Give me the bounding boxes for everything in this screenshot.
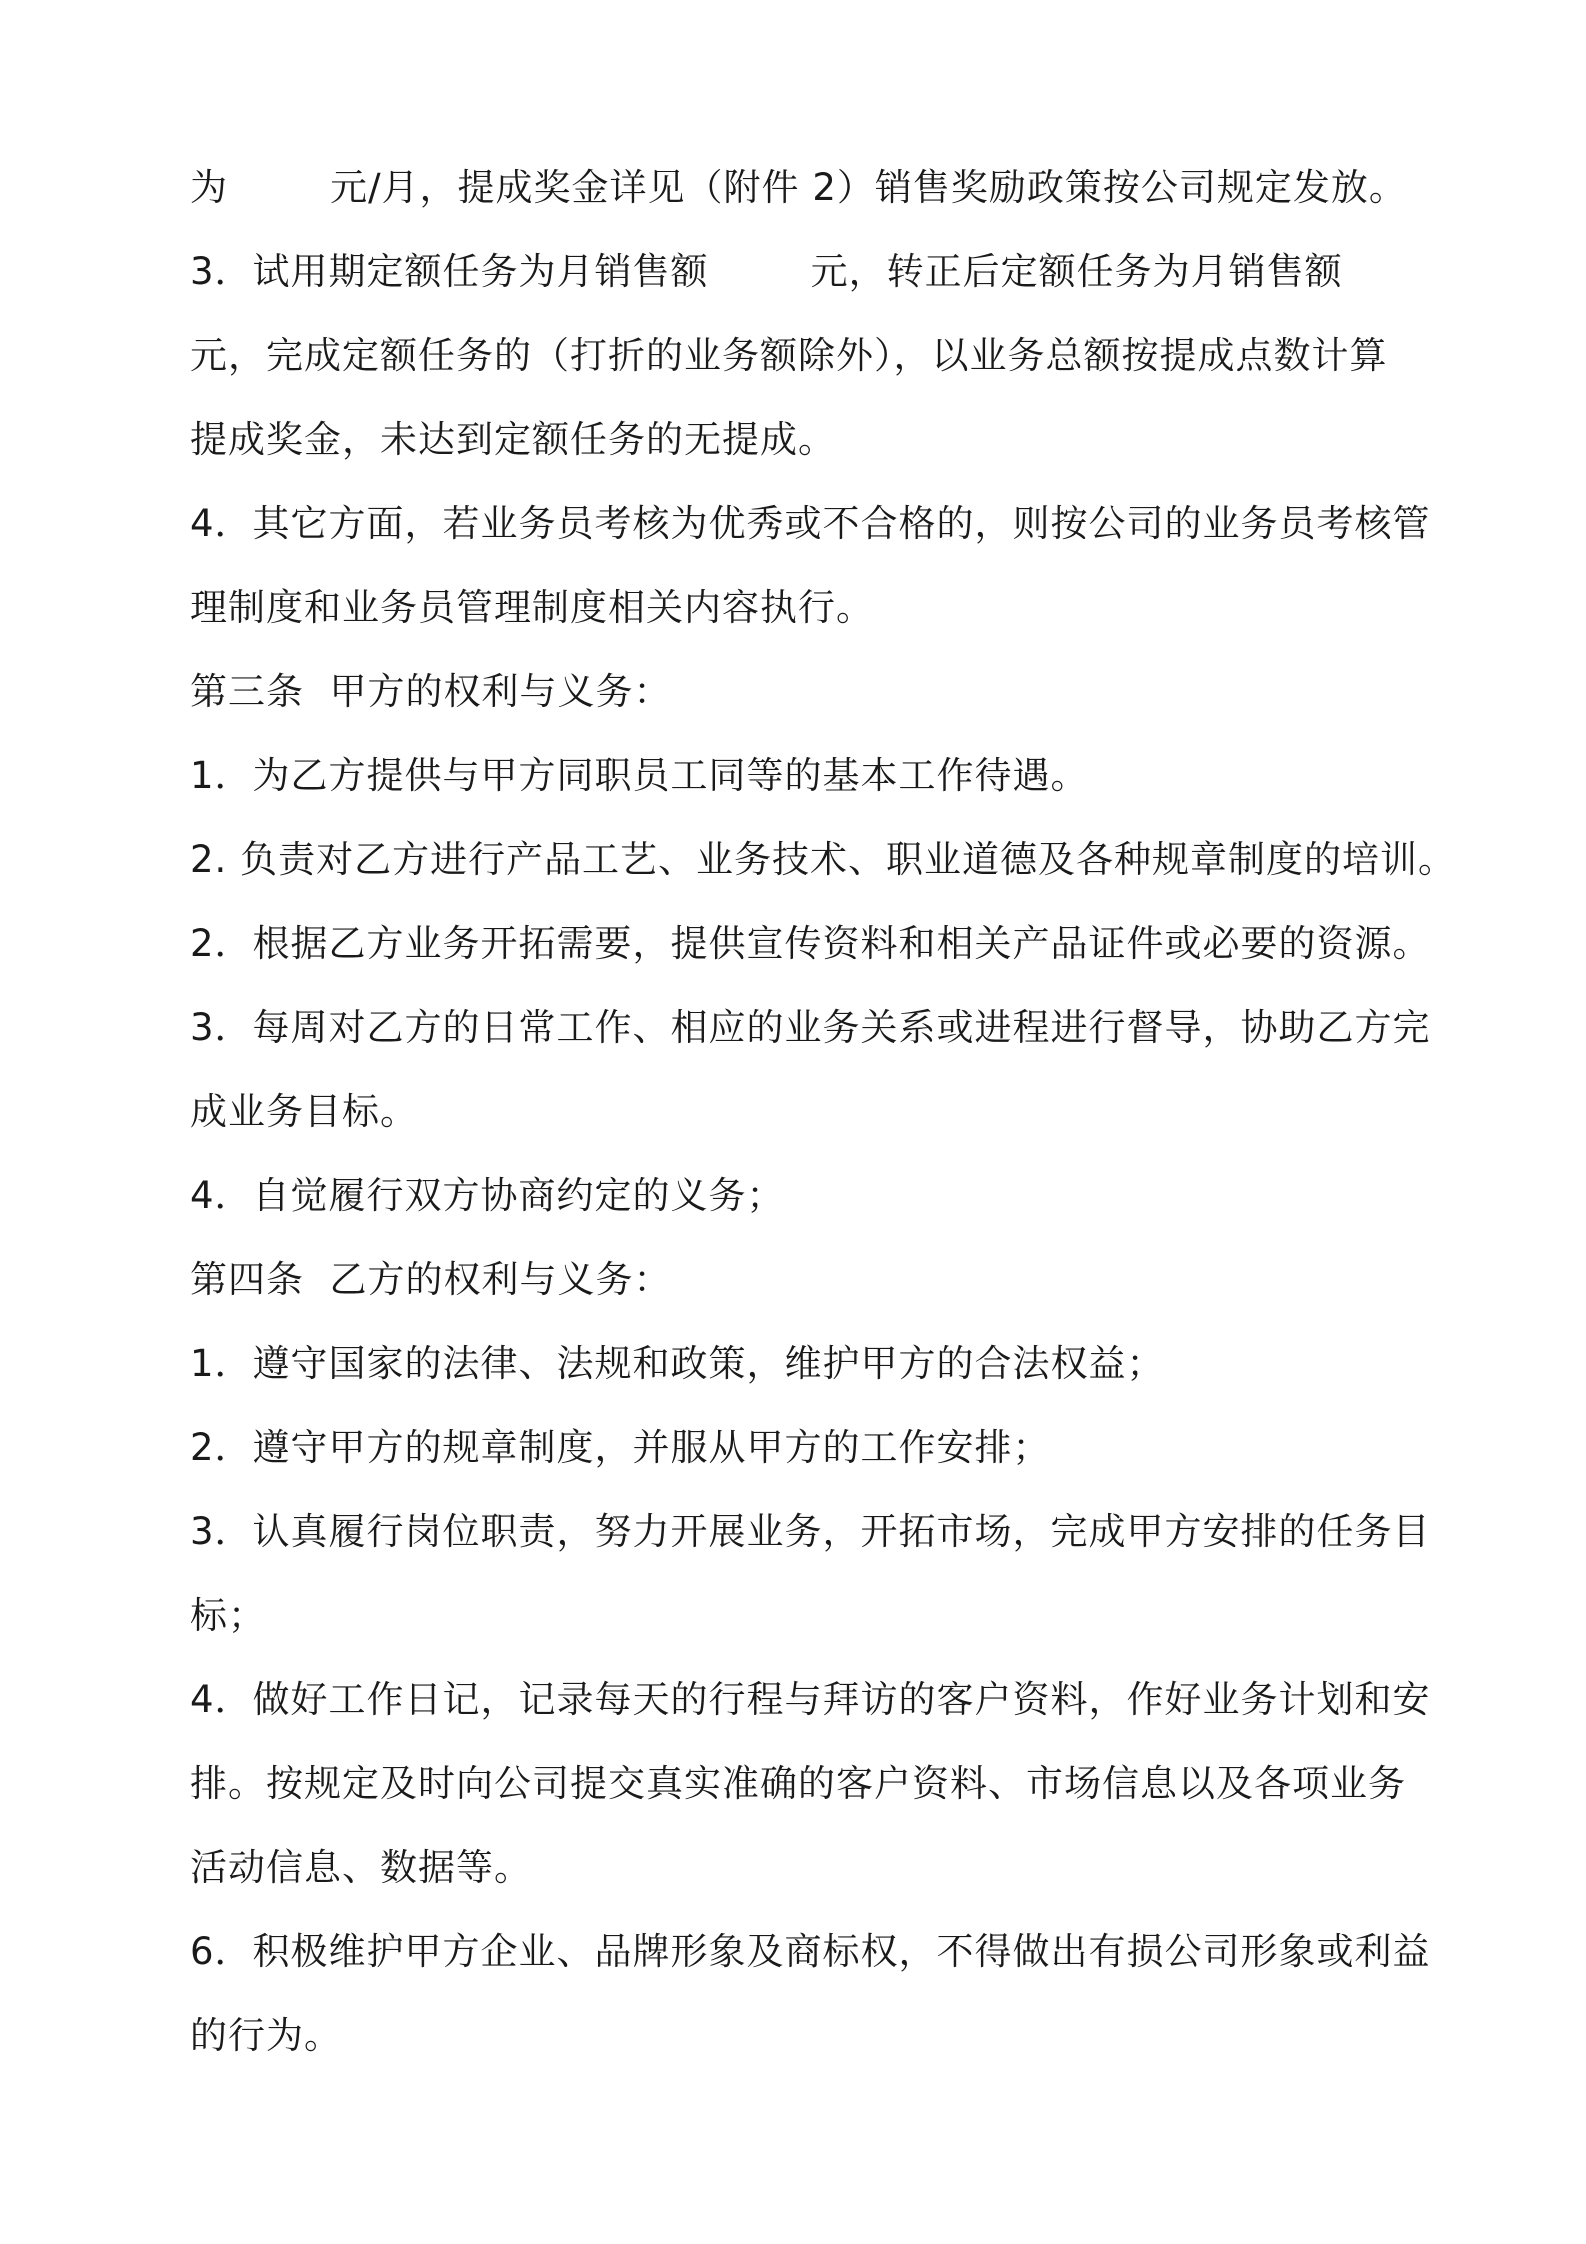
text-line-20: 排。按规定及时向公司提交真实准确的客户资料、市场信息以及各项业务 [190, 1762, 1406, 1805]
text-line-6: 理制度和业务员管理制度相关内容执行。 [190, 586, 874, 629]
text-line-4: 提成奖金，未达到定额任务的无提成。 [190, 418, 836, 461]
text-line-17: 3．认真履行岗位职责，努力开展业务，开拓市场，完成甲方安排的任务目 [190, 1510, 1431, 1553]
text-line-21: 活动信息、数据等。 [190, 1846, 532, 1889]
text-line-3: 元，完成定额任务的（打折的业务额除外），以业务总额按提成点数计算 [190, 334, 1388, 377]
text-line-1: 为 元/月，提成奖金详见（附件 2）销售奖励政策按公司规定发放。 [190, 166, 1407, 209]
text-line-23: 的行为。 [190, 2014, 342, 2057]
text-line-10: 2．根据乙方业务开拓需要，提供宣传资料和相关产品证件或必要的资源。 [190, 922, 1431, 965]
text-line-11: 3．每周对乙方的日常工作、相应的业务关系或进程进行督导，协助乙方完 [190, 1006, 1431, 1049]
text-line-5: 4．其它方面，若业务员考核为优秀或不合格的，则按公司的业务员考核管 [190, 502, 1431, 545]
text-line-18: 标； [190, 1594, 266, 1637]
text-line-8: 1．为乙方提供与甲方同职员工同等的基本工作待遇。 [190, 754, 1089, 797]
text-line-15: 1．遵守国家的法律、法规和政策，维护甲方的合法权益； [190, 1342, 1165, 1385]
text-line-13: 4．自觉履行双方协商约定的义务； [190, 1174, 785, 1217]
text-line-22: 6．积极维护甲方企业、品牌形象及商标权，不得做出有损公司形象或利益 [190, 1930, 1431, 1973]
text-line-2: 3．试用期定额任务为月销售额 元，转正后定额任务为月销售额 [190, 250, 1343, 293]
text-line-19: 4．做好工作日记，记录每天的行程与拜访的客户资料，作好业务计划和安 [190, 1678, 1431, 1721]
text-line-16: 2．遵守甲方的规章制度，并服从甲方的工作安排； [190, 1426, 1051, 1469]
text-line-12: 成业务目标。 [190, 1090, 418, 1133]
section-heading-article-4: 第四条 乙方的权利与义务： [190, 1258, 672, 1301]
text-line-9: 2. 负责对乙方进行产品工艺、业务技术、职业道德及各种规章制度的培训。 [190, 838, 1457, 881]
section-heading-article-3: 第三条 甲方的权利与义务： [190, 670, 672, 713]
